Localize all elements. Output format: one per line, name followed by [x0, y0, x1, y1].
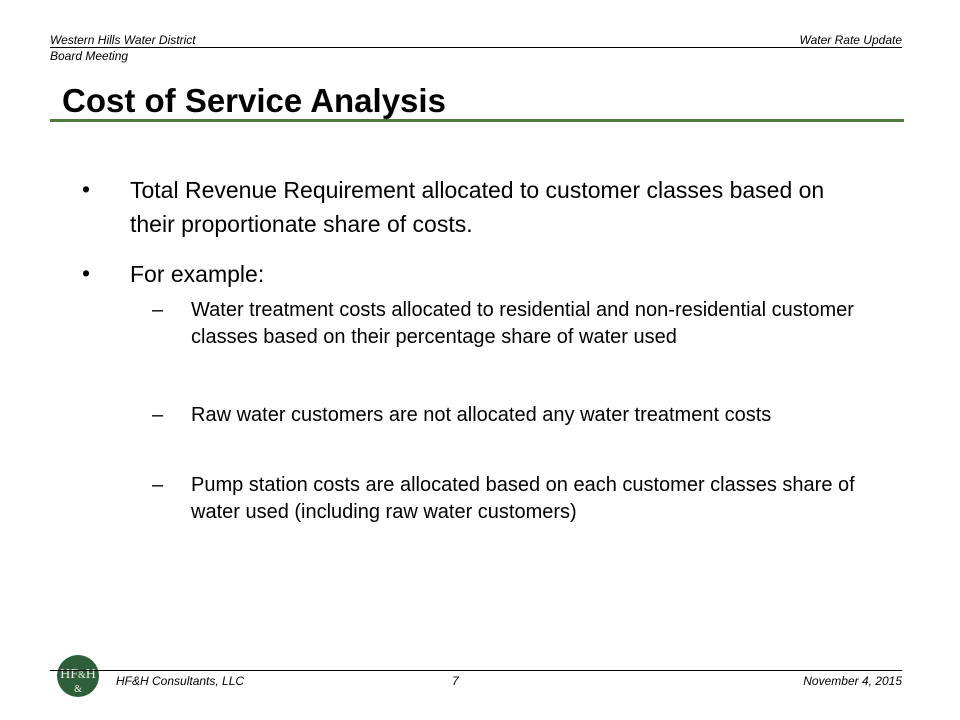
header-topic: Water Rate Update: [799, 33, 902, 47]
footer-date: November 4, 2015: [803, 674, 902, 688]
sub-bullet-marker: –: [152, 474, 164, 496]
sub-bullet-item: Water treatment costs allocated to residential and non-residential customer classes based on their percentage share of water used: [191, 299, 854, 348]
svg-text:&: &: [74, 684, 82, 695]
footer-company: HF&H Consultants, LLC: [116, 674, 245, 688]
bullet-marker: •: [82, 260, 91, 286]
page-title: Cost of Service Analysis: [62, 82, 446, 119]
sub-bullet-marker: –: [152, 299, 164, 321]
svg-text:HF&H: HF&H: [60, 667, 96, 682]
bullet-marker: •: [82, 176, 91, 202]
header-org: Western Hills Water District: [50, 33, 196, 47]
bullet-item: For example:: [130, 261, 265, 287]
header-left: [50, 32, 196, 64]
sub-bullet-item: Pump station costs are allocated based on each customer classes share of water used (including raw water customers): [191, 474, 855, 523]
bullet-item: Total Revenue Requirement allocated to customer classes based on their proportionate share of costs.: [130, 177, 825, 237]
sub-bullet-item: Raw water customers are not allocated any water treatment costs: [191, 404, 772, 426]
header-divider: [50, 47, 902, 48]
title-underline: [50, 119, 904, 122]
hfh-logo: [56, 654, 100, 698]
header-meeting: Board Meeting: [50, 49, 129, 63]
footer-divider: [50, 670, 902, 671]
page-number: 7: [452, 674, 459, 688]
sub-bullet-marker: –: [152, 404, 164, 426]
